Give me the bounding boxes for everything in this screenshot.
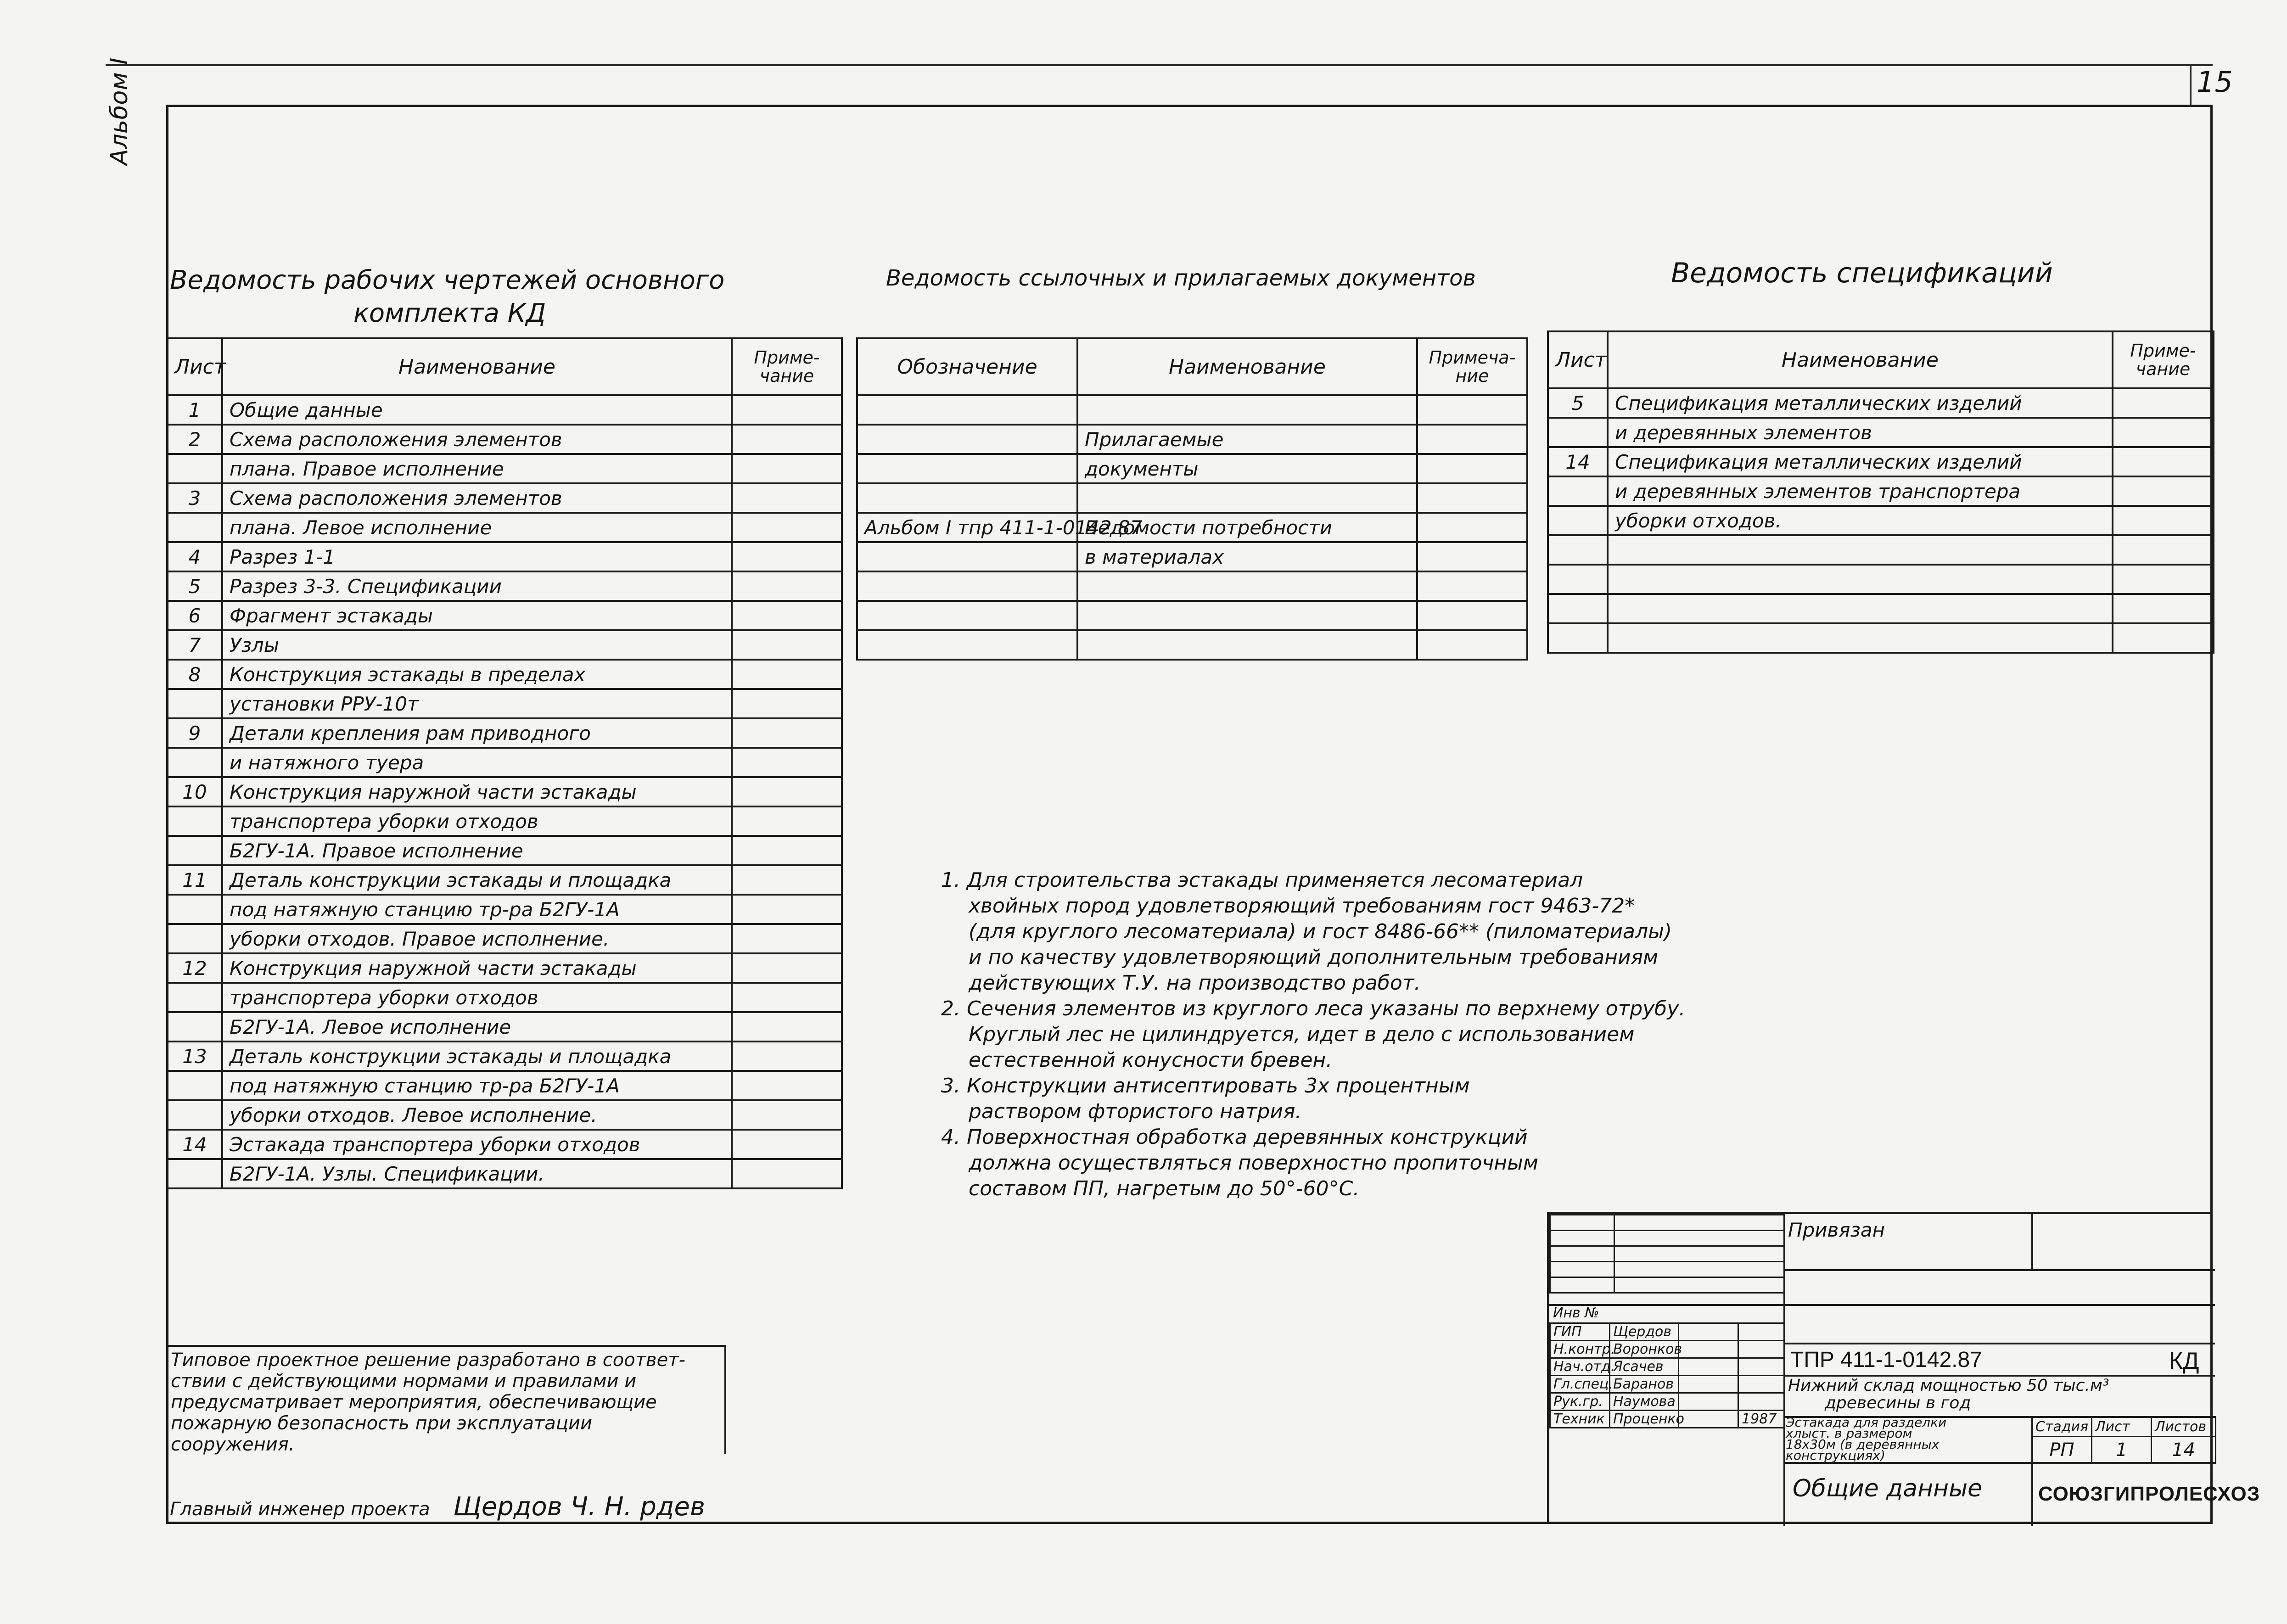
cell-name — [1608, 565, 2113, 594]
cell-first: 14 — [1548, 447, 1608, 476]
project-title-line-2: древесины в год — [1825, 1394, 1971, 1412]
cell-name: уборки отходов. Правое исполнение. — [222, 924, 732, 953]
signature-surname: Воронков — [1610, 1341, 1679, 1358]
table-row — [167, 1130, 842, 1159]
cell-first — [167, 689, 222, 718]
cell-name: под натяжную станцию тр-ра Б2ГУ-1А — [222, 895, 732, 924]
stamp-divider — [1783, 1269, 2215, 1271]
cell-name — [1608, 623, 2113, 653]
cell-name: уборки отходов. — [1608, 506, 2113, 535]
table-row — [1548, 535, 2214, 565]
table-row — [1548, 418, 2214, 447]
sheet-title-line-3: 18х30м (в деревянных — [1786, 1437, 1939, 1452]
table-row — [167, 1071, 842, 1100]
table-row — [167, 454, 842, 483]
table-row — [167, 806, 842, 836]
table-row — [857, 513, 1527, 542]
chief-engineer — [170, 1492, 705, 1522]
cell-name — [1608, 535, 2113, 565]
cell-first — [167, 1012, 222, 1042]
stamp-divider — [1783, 1343, 2215, 1344]
table-row — [167, 983, 842, 1012]
note-line: Круглый лес не цилиндруется, идет в дело с использованием — [969, 1023, 1635, 1046]
signature-role: ГИП — [1550, 1323, 1610, 1341]
cell-first: 5 — [167, 571, 222, 601]
cell-name — [1608, 594, 2113, 623]
cell-first: 8 — [167, 660, 222, 689]
project-title — [1788, 1377, 2109, 1412]
cell-note — [1417, 454, 1527, 483]
cell-first: 4 — [167, 542, 222, 571]
statement-line: предусматривает мероприятия, обеспечивающие — [171, 1392, 657, 1413]
cell-note — [732, 777, 842, 806]
signature-role: Рук.гр. — [1550, 1393, 1610, 1411]
stage-value: РП — [2032, 1437, 2092, 1464]
revision-cell — [1614, 1262, 1784, 1277]
signature-date: 1987 — [1738, 1411, 1784, 1428]
stage-table — [2031, 1416, 2216, 1464]
page-number: 15 — [2197, 65, 2233, 99]
cell-name: установки РРУ-10т — [222, 689, 732, 718]
note-line: хвойных пород удовлетворяющий требованиям гост 9463-72* — [969, 894, 1635, 918]
cell-note — [732, 454, 842, 483]
signature-sign — [1679, 1411, 1738, 1428]
cell-name: транспортера уборки отходов — [222, 983, 732, 1012]
cell-note — [1417, 483, 1527, 513]
title-block — [1547, 1212, 2260, 1524]
cell-first — [1548, 418, 1608, 447]
cell-note — [732, 1159, 842, 1188]
table-row — [167, 689, 842, 718]
signature-sign — [1679, 1376, 1738, 1393]
table-row — [167, 601, 842, 630]
table-row — [857, 571, 1527, 601]
sheets-value: 14 — [2152, 1437, 2216, 1464]
table-row — [167, 924, 842, 953]
stage-header: Стадия — [2032, 1417, 2092, 1437]
table-row — [167, 748, 842, 777]
cell-note — [732, 1012, 842, 1042]
cell-name: под натяжную станцию тр-ра Б2ГУ-1А — [222, 1071, 732, 1100]
cell-name: Деталь конструкции эстакады и площадка — [222, 865, 732, 895]
cell-name: Узлы — [222, 630, 732, 660]
cell-name: Конструкция наружной части эстакады — [222, 777, 732, 806]
cell-note — [1417, 601, 1527, 630]
revision-cell — [1614, 1277, 1784, 1293]
col-header-name: Наименование — [1608, 331, 2113, 388]
specifications-register-table — [1547, 330, 2214, 654]
right-title: Ведомость спецификаций — [1671, 257, 2053, 289]
stamp-divider — [1549, 1304, 2215, 1306]
cell-first: 10 — [167, 777, 222, 806]
cell-name: Конструкция эстакады в пределах — [222, 660, 732, 689]
cell-name: Б2ГУ-1А. Узлы. Спецификации. — [222, 1159, 732, 1188]
cell-first — [1548, 506, 1608, 535]
cell-first — [1548, 594, 1608, 623]
table-row — [167, 865, 842, 895]
table-row — [167, 777, 842, 806]
cell-name: и деревянных элементов транспортера — [1608, 476, 2113, 506]
cell-first — [1548, 565, 1608, 594]
cell-name: Схема расположения элементов — [222, 483, 732, 513]
table-row — [1548, 594, 2214, 623]
sheet-name: Общие данные — [1793, 1475, 1983, 1502]
table-row — [167, 425, 842, 454]
cell-first — [167, 895, 222, 924]
signature-role: Н.контр. — [1550, 1341, 1610, 1358]
signature-date — [1738, 1393, 1784, 1411]
revision-cell — [1550, 1262, 1614, 1277]
cell-note — [732, 983, 842, 1012]
cell-note — [732, 718, 842, 748]
cell-note — [732, 1071, 842, 1100]
cell-name: Фрагмент эстакады — [222, 601, 732, 630]
cell-first: 3 — [167, 483, 222, 513]
signature-role: Гл.спец. — [1550, 1376, 1610, 1393]
table-row — [167, 483, 842, 513]
cell-first — [857, 395, 1077, 425]
cell-name: Детали крепления рам приводного — [222, 718, 732, 748]
revision-cell — [1550, 1246, 1614, 1262]
cell-first: 12 — [167, 953, 222, 983]
signature-row — [1550, 1341, 1784, 1358]
statement-line: Типовое проектное решение разработано в соответ- — [171, 1350, 685, 1371]
cell-note — [2113, 594, 2214, 623]
cell-note — [2113, 623, 2214, 653]
note-line: (для круглого лесоматериала) и гост 8486-66** (пиломатериалы) — [969, 920, 1672, 943]
cell-name: в материалах — [1077, 542, 1417, 571]
revision-row — [1550, 1231, 1784, 1246]
cell-note — [732, 513, 842, 542]
table-row — [857, 630, 1527, 660]
signature-row — [1550, 1323, 1784, 1341]
table-row — [1548, 476, 2214, 506]
cell-note — [1417, 425, 1527, 454]
statement-line: ствии с действующими нормами и правилами и — [171, 1371, 637, 1392]
sheets-header: Листов — [2152, 1417, 2216, 1437]
table-row — [167, 395, 842, 425]
cell-note — [732, 395, 842, 425]
cell-first — [857, 483, 1077, 513]
note-line: должна осуществляться поверхностно пропиточным — [969, 1151, 1539, 1175]
signature-date — [1738, 1376, 1784, 1393]
revision-cell — [1614, 1246, 1784, 1262]
cell-name: Б2ГУ-1А. Левое исполнение — [222, 1012, 732, 1042]
fire-safety-statement — [166, 1345, 726, 1454]
cell-note — [2113, 447, 2214, 476]
cell-note — [2113, 535, 2214, 565]
cell-name: Схема расположения элементов — [222, 425, 732, 454]
signature-surname: Наумова — [1610, 1393, 1679, 1411]
signature-sign — [1679, 1341, 1738, 1358]
cell-note — [2113, 476, 2214, 506]
cell-note — [732, 1100, 842, 1130]
mid-title: Ведомость ссылочных и прилагаемых документов — [886, 265, 1476, 291]
cell-name: Спецификация металлических изделий — [1608, 447, 2113, 476]
cell-name: документы — [1077, 454, 1417, 483]
sheet-title-line-1: Эстакада для разделки — [1786, 1415, 1947, 1430]
table-row — [1548, 388, 2214, 418]
cell-first — [1548, 623, 1608, 653]
signature-surname: Проценко — [1610, 1411, 1679, 1428]
revision-cell — [1550, 1231, 1614, 1246]
table-row — [167, 1042, 842, 1071]
cell-first: 9 — [167, 718, 222, 748]
table-row — [857, 425, 1527, 454]
cell-first — [167, 454, 222, 483]
note-line: 3. Конструкции антисептировать 3х процентным — [941, 1074, 1470, 1098]
project-title-line-1: Нижний склад мощностью 50 тыс.м³ — [1788, 1376, 2109, 1395]
cell-first: 14 — [167, 1130, 222, 1159]
cell-note — [732, 601, 842, 630]
col-header-note: Примеча- ние — [1417, 338, 1527, 395]
note-line: и по качеству удовлетворяющий дополнительным требованиям — [969, 946, 1659, 969]
cell-first — [167, 836, 222, 865]
cell-first — [167, 1100, 222, 1130]
signatures-table — [1549, 1322, 1785, 1428]
cell-name — [1077, 483, 1417, 513]
col-header-note: Приме- чание — [732, 338, 842, 395]
signature-surname: Щердов — [1610, 1323, 1679, 1341]
cell-note — [732, 425, 842, 454]
table-row — [167, 513, 842, 542]
table-row — [167, 571, 842, 601]
signature-row — [1550, 1358, 1784, 1376]
table-row — [167, 1012, 842, 1042]
cell-name: Разрез 3-3. Спецификации — [222, 571, 732, 601]
note-line: действующих Т.У. на производство работ. — [969, 971, 1421, 995]
note-line: раствором фтористого натрия. — [969, 1100, 1302, 1123]
revision-cell — [1550, 1277, 1614, 1293]
signature-row — [1550, 1393, 1784, 1411]
cell-note — [732, 924, 842, 953]
cell-first — [167, 748, 222, 777]
cell-name: плана. Правое исполнение — [222, 454, 732, 483]
cell-name — [1077, 601, 1417, 630]
cell-first — [167, 1159, 222, 1188]
cell-note — [1417, 542, 1527, 571]
cell-first — [167, 806, 222, 836]
table-row — [1548, 623, 2214, 653]
table-row — [857, 601, 1527, 630]
cell-first — [857, 571, 1077, 601]
note-line: 1. Для строительства эстакады применяется лесоматериал — [941, 868, 1583, 892]
signature-sign — [1679, 1393, 1738, 1411]
chief-engineer-label: Главный инженер проекта — [170, 1499, 430, 1520]
cell-first: Альбом I тпр 411-1-0142.87 — [857, 513, 1077, 542]
sheet-value: 1 — [2092, 1437, 2152, 1464]
cell-note — [732, 748, 842, 777]
revision-row — [1550, 1262, 1784, 1277]
note-line: составом ПП, нагретым до 50°-60°С. — [969, 1177, 1360, 1200]
signature-date — [1738, 1341, 1784, 1358]
table-row — [167, 660, 842, 689]
col-header-name: Наименование — [222, 338, 732, 395]
cell-note — [732, 836, 842, 865]
revision-grid — [1549, 1214, 1785, 1294]
cell-note — [1417, 395, 1527, 425]
cell-note — [732, 660, 842, 689]
cell-first — [857, 454, 1077, 483]
cell-note — [732, 865, 842, 895]
col-header-sheet: Лист — [167, 338, 222, 395]
table-row — [167, 542, 842, 571]
cell-note — [732, 953, 842, 983]
stamp-divider — [2031, 1214, 2033, 1269]
cell-name: Конструкция наружной части эстакады — [222, 953, 732, 983]
document-mark: КД — [2169, 1348, 2199, 1374]
cell-name — [1077, 630, 1417, 660]
cell-first — [857, 630, 1077, 660]
cell-note — [732, 483, 842, 513]
cell-name: Ведомости потребности — [1077, 513, 1417, 542]
statement-line: сооружения. — [171, 1434, 295, 1455]
signature-row — [1550, 1376, 1784, 1393]
cell-note — [732, 806, 842, 836]
revision-row — [1550, 1246, 1784, 1262]
signature-date — [1738, 1358, 1784, 1376]
table-row — [857, 395, 1527, 425]
cell-note — [732, 895, 842, 924]
cell-first — [857, 425, 1077, 454]
cell-first — [167, 924, 222, 953]
cell-name: уборки отходов. Левое исполнение. — [222, 1100, 732, 1130]
left-title-line-1: Ведомость рабочих чертежей основного — [170, 265, 725, 295]
table-row — [167, 1159, 842, 1188]
general-notes — [941, 868, 1685, 1202]
reference-documents-table — [856, 337, 1528, 661]
cell-note — [2113, 418, 2214, 447]
sheet-header: Лист — [2092, 1417, 2152, 1437]
cell-name: Б2ГУ-1А. Правое исполнение — [222, 836, 732, 865]
cell-first: 5 — [1548, 388, 1608, 418]
cell-name — [1077, 571, 1417, 601]
revision-row — [1550, 1215, 1784, 1231]
document-code: ТПР 411-1-0142.87 — [1790, 1348, 1982, 1372]
cell-note — [1417, 630, 1527, 660]
cell-first — [167, 983, 222, 1012]
col-header-sheet: Лист — [1548, 331, 1608, 388]
left-title-line-2: комплекта КД — [353, 298, 546, 328]
cell-first: 11 — [167, 865, 222, 895]
cell-note — [732, 571, 842, 601]
drawings-register-table — [166, 337, 843, 1189]
note-line: естественной конусности бревен. — [969, 1048, 1333, 1072]
cell-first — [167, 513, 222, 542]
cell-name: Общие данные — [222, 395, 732, 425]
cell-first: 7 — [167, 630, 222, 660]
cell-name: и деревянных элементов — [1608, 418, 2113, 447]
album-label: Альбом I — [106, 57, 133, 165]
cell-name: Деталь конструкции эстакады и площадка — [222, 1042, 732, 1071]
cell-first — [167, 1071, 222, 1100]
chief-engineer-signature: Щердов Ч. Н. рдев — [453, 1492, 705, 1522]
cell-name: Прилагаемые — [1077, 425, 1417, 454]
statement-line: пожарную безопасность при эксплуатации — [171, 1413, 592, 1434]
signature-surname: Баранов — [1610, 1376, 1679, 1393]
table-row — [167, 718, 842, 748]
table-row — [167, 1100, 842, 1130]
col-header-name: Наименование — [1077, 338, 1417, 395]
cell-first: 1 — [167, 395, 222, 425]
table-row — [1548, 447, 2214, 476]
cell-first — [1548, 476, 1608, 506]
table-row — [167, 836, 842, 865]
revision-cell — [1614, 1215, 1784, 1231]
table-row — [167, 953, 842, 983]
cell-first: 6 — [167, 601, 222, 630]
signature-sign — [1679, 1323, 1738, 1341]
cell-note — [732, 1130, 842, 1159]
cell-first: 2 — [167, 425, 222, 454]
cell-name: Спецификация металлических изделий — [1608, 388, 2113, 418]
signature-sign — [1679, 1358, 1738, 1376]
table-row — [167, 895, 842, 924]
top-rule — [106, 64, 2213, 66]
organization-name: СОЮЗГИПРОЛЕСХОЗ — [2038, 1483, 2260, 1505]
signature-date — [1738, 1323, 1784, 1341]
table-row — [1548, 565, 2214, 594]
table-row — [857, 542, 1527, 571]
revision-cell — [1550, 1215, 1614, 1231]
sheet-title-line-2: хлыст. в размером — [1786, 1426, 1912, 1441]
cell-note — [1417, 513, 1527, 542]
cell-note — [2113, 506, 2214, 535]
privyazan-label: Привязан — [1788, 1219, 1885, 1241]
cell-name: и натяжного туера — [222, 748, 732, 777]
revision-row — [1550, 1277, 1784, 1293]
signature-role: Техник — [1550, 1411, 1610, 1428]
revision-cell — [1614, 1231, 1784, 1246]
cell-first — [1548, 535, 1608, 565]
cell-name: Эстакада транспортера уборки отходов — [222, 1130, 732, 1159]
sheet-title — [1786, 1417, 1946, 1461]
table-row — [857, 454, 1527, 483]
cell-note — [1417, 571, 1527, 601]
cell-name — [1077, 395, 1417, 425]
col-header-designation: Обозначение — [857, 338, 1077, 395]
signature-role: Нач.отд. — [1550, 1358, 1610, 1376]
inventory-number-label: Инв № — [1553, 1305, 1599, 1321]
cell-first: 13 — [167, 1042, 222, 1071]
cell-note — [2113, 388, 2214, 418]
col-header-note: Приме- чание — [2113, 331, 2214, 388]
cell-name: транспортера уборки отходов — [222, 806, 732, 836]
cell-first — [857, 542, 1077, 571]
table-row — [1548, 506, 2214, 535]
cell-note — [732, 542, 842, 571]
sheet-title-line-4: конструкциях) — [1786, 1448, 1885, 1463]
signature-row — [1550, 1411, 1784, 1428]
table-row — [167, 630, 842, 660]
table-row — [857, 483, 1527, 513]
cell-name: Разрез 1-1 — [222, 542, 732, 571]
signature-surname: Ясачев — [1610, 1358, 1679, 1376]
cell-note — [732, 1042, 842, 1071]
cell-note — [732, 630, 842, 660]
cell-note — [732, 689, 842, 718]
cell-note — [2113, 565, 2214, 594]
note-line: 4. Поверхностная обработка деревянных конструкций — [941, 1126, 1528, 1149]
cell-first — [857, 601, 1077, 630]
cell-name: плана. Левое исполнение — [222, 513, 732, 542]
note-line: 2. Сечения элементов из круглого леса указаны по верхнему отрубу. — [941, 997, 1686, 1020]
